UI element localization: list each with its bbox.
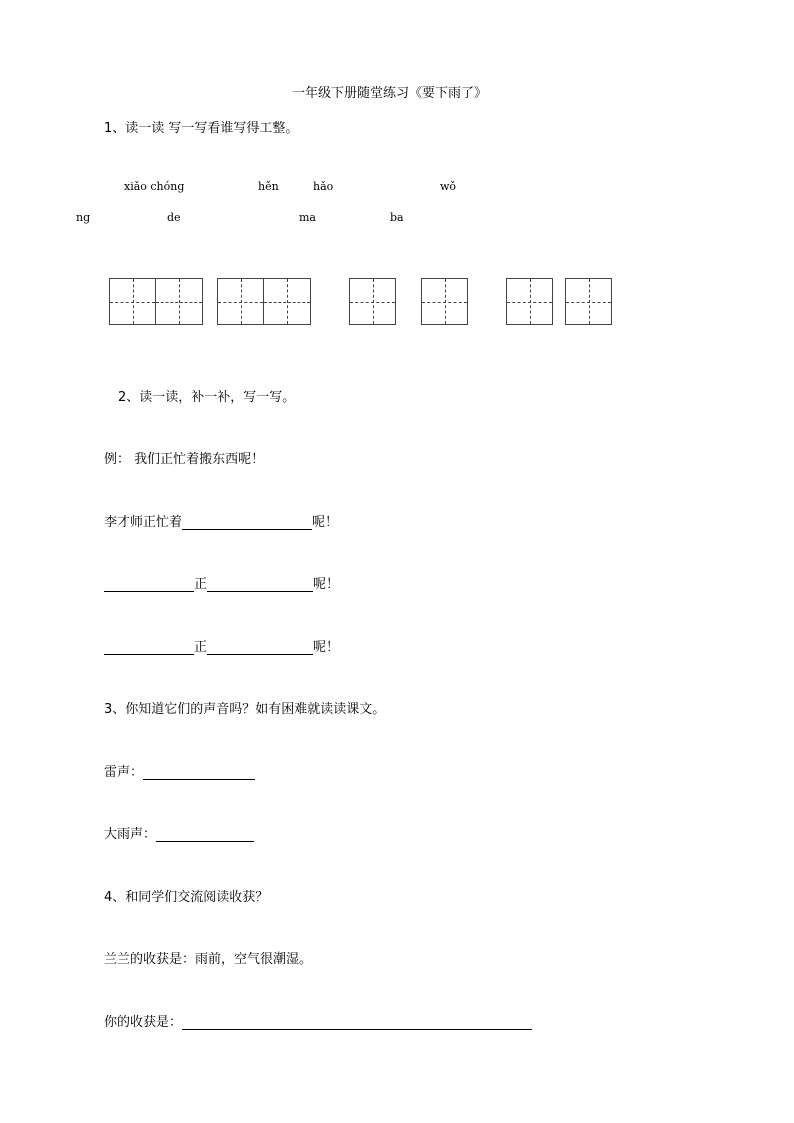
writing-cell[interactable] xyxy=(264,278,311,325)
pinyin-hen: hěn xyxy=(258,180,279,193)
question-3-label: 3、你知道它们的声音吗？如有困难就读读课文。 xyxy=(104,702,386,717)
writing-grid-group-6[interactable] xyxy=(565,278,612,325)
pinyin-de: de xyxy=(167,211,181,224)
fill-line-3-zheng: 正 xyxy=(194,640,208,655)
writing-cell[interactable] xyxy=(565,278,612,325)
your-answer-line xyxy=(104,1011,532,1030)
blank-2a[interactable] xyxy=(104,577,194,592)
lanlan-answer: 兰兰的收获是：雨前，空气很潮湿。 xyxy=(104,952,313,967)
pinyin-wo: wǒ xyxy=(440,180,457,193)
pinyin-xiao-chong: xiǎo chóng xyxy=(124,180,185,193)
writing-cell[interactable] xyxy=(109,278,156,325)
fill-line-2-end: 呢！ xyxy=(313,577,340,592)
blank-3a[interactable] xyxy=(104,640,194,655)
question-2-label: 2、读一读，补一补，写一写。 xyxy=(118,390,296,405)
rain-line xyxy=(104,823,254,842)
rain-label: 大雨声： xyxy=(104,827,157,842)
writing-grid-group-5[interactable] xyxy=(506,278,553,325)
pinyin-hao: hǎo xyxy=(313,180,334,193)
writing-grid-group-4[interactable] xyxy=(421,278,468,325)
your-answer-label: 你的收获是： xyxy=(104,1015,183,1030)
question-1-label: 1、读一读 写一写看谁写得工整。 xyxy=(104,121,299,136)
blank-3b[interactable] xyxy=(207,640,313,655)
rain-blank[interactable] xyxy=(156,827,254,842)
fill-line-3 xyxy=(104,636,339,655)
writing-cell[interactable] xyxy=(217,278,264,325)
question-4-label: 4、和同学们交流阅读收获？ xyxy=(104,890,269,905)
fill-line-2 xyxy=(104,573,339,592)
blank-1[interactable] xyxy=(182,515,312,530)
pinyin-ba: ba xyxy=(390,211,404,224)
fill-line-1-end: 呢！ xyxy=(312,515,339,530)
pinyin-ma: ma xyxy=(299,211,316,224)
thunder-line xyxy=(104,761,255,780)
writing-cell[interactable] xyxy=(506,278,553,325)
your-answer-blank[interactable] xyxy=(182,1015,532,1030)
writing-grid-group-3[interactable] xyxy=(349,278,396,325)
writing-grid-group-2[interactable] xyxy=(217,278,311,325)
thunder-label: 雷声： xyxy=(104,765,144,780)
fill-line-1 xyxy=(104,511,338,530)
writing-cell[interactable] xyxy=(156,278,203,325)
example-sentence: 例： 我们正忙着搬东西呢！ xyxy=(104,452,265,467)
page-title: 一年级下册随堂练习《要下雨了》 xyxy=(292,86,488,101)
writing-cell[interactable] xyxy=(421,278,468,325)
writing-grid-xiao-chong[interactable] xyxy=(109,278,203,325)
writing-cell[interactable] xyxy=(349,278,396,325)
pinyin-ng: ng xyxy=(76,211,91,224)
thunder-blank[interactable] xyxy=(143,765,255,780)
fill-line-3-end: 呢！ xyxy=(313,640,340,655)
fill-line-2-zheng: 正 xyxy=(194,577,208,592)
blank-2b[interactable] xyxy=(207,577,313,592)
fill-line-1-prefix: 李才师正忙着 xyxy=(104,515,183,530)
